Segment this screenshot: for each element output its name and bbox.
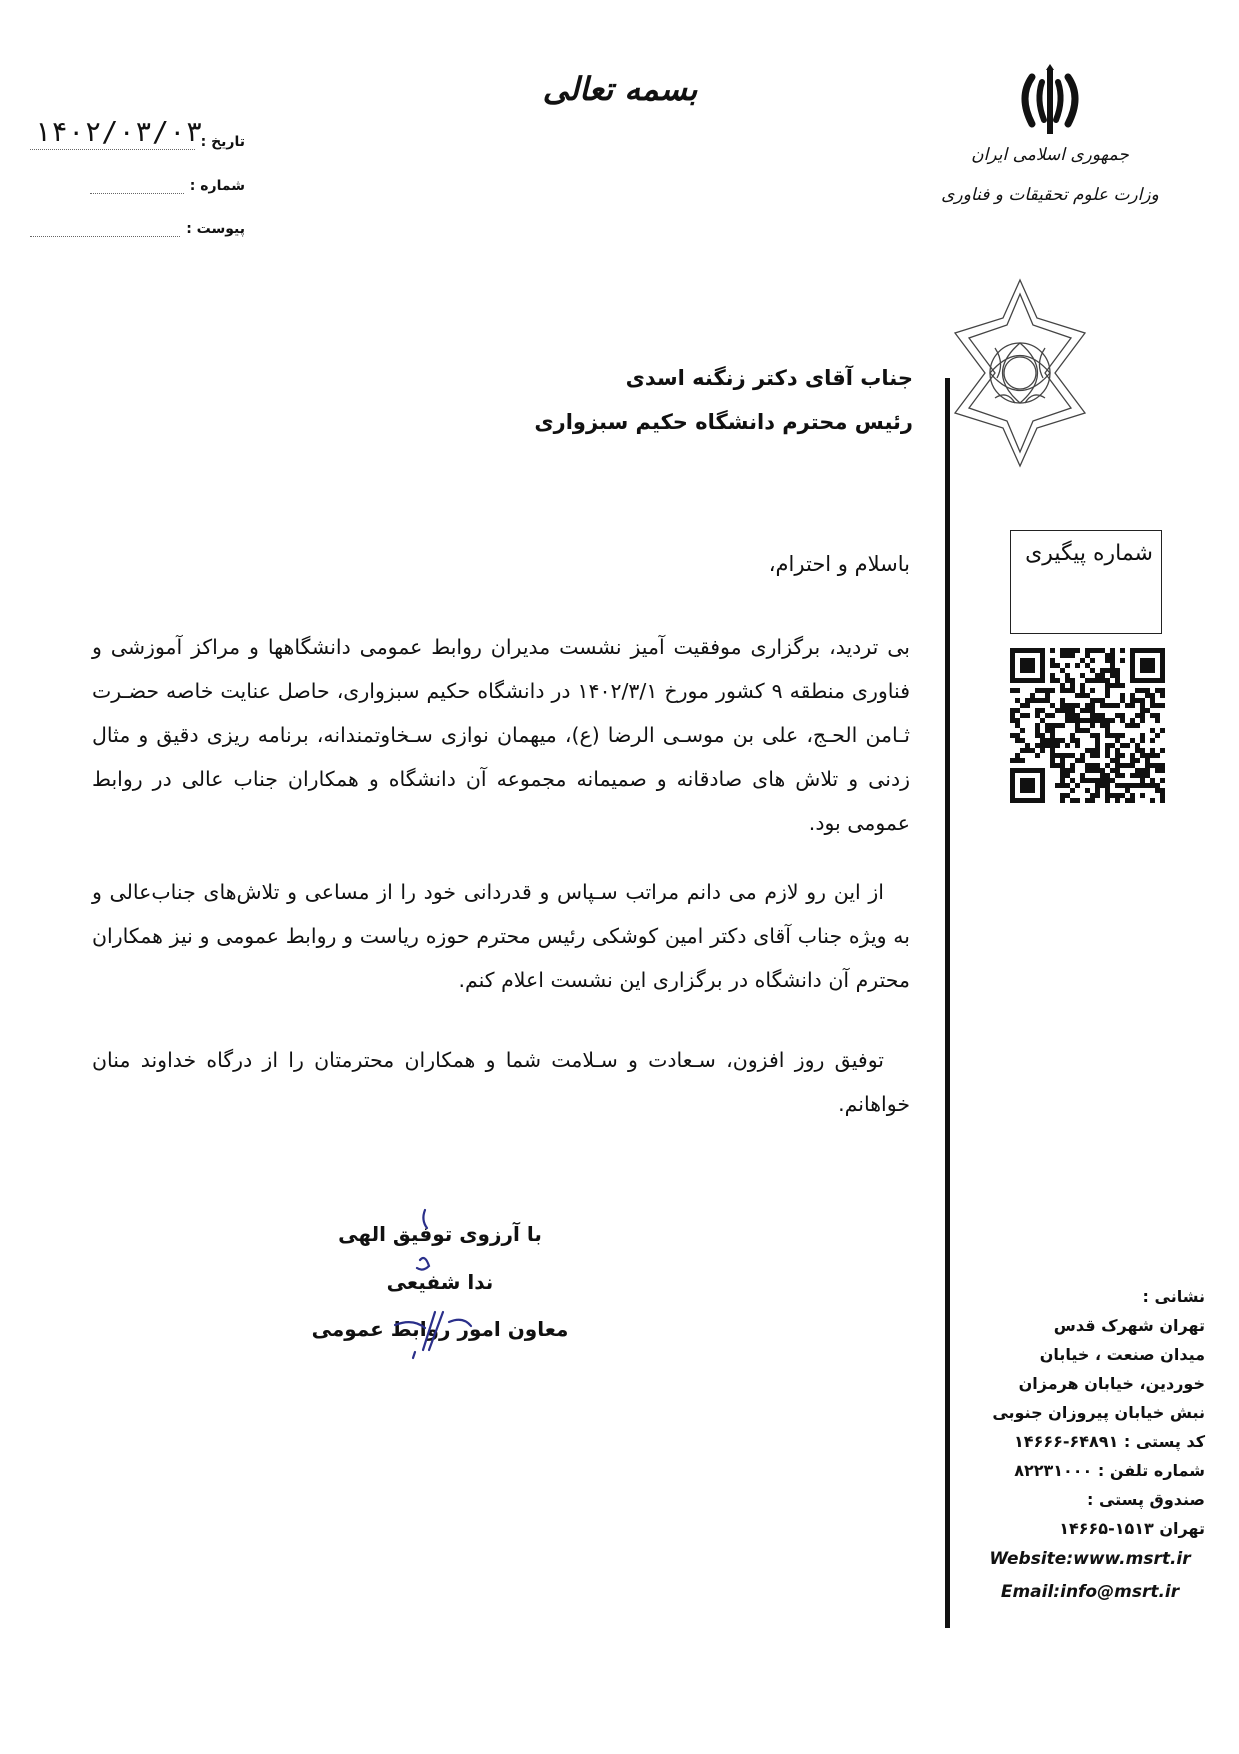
signatory-title: معاون امور روابط عمومی	[311, 1317, 569, 1341]
date-field	[30, 115, 245, 150]
date-label: تاریخ :	[200, 134, 245, 150]
handwritten-signature-icon	[325, 1200, 485, 1360]
qr-code-icon	[1010, 648, 1165, 803]
address-line-1: تهران شهرک قدس	[1053, 1316, 1205, 1335]
body-paragraph-3: توفیق روز افزون، سـعادت و سـلامت شما و همکاران محترمتان را از درگاه خداوند منان خواهانم.	[92, 1048, 910, 1116]
country-name: جمهوری اسلامی ایران	[971, 145, 1129, 165]
email: Email:info@msrt.ir	[1000, 1582, 1180, 1602]
attachment-field	[30, 207, 245, 237]
date-value: ۱۴۰۲/۰۳/۰۳	[34, 115, 203, 148]
tracking-number-box	[1010, 530, 1162, 634]
tracking-number-label: شماره پیگیری	[1025, 541, 1153, 566]
salutation: باسلام و احترام،	[768, 552, 910, 576]
ministry-name: وزارت علوم تحقیقات و فناوری	[941, 185, 1159, 205]
iran-emblem-icon	[1010, 62, 1090, 142]
address-line-4: نبش خیابان پیروزان جنوبی	[992, 1403, 1205, 1422]
address-line-2: میدان صنعت ، خیابان	[1039, 1345, 1205, 1364]
signature-closing: با آرزوی توفیق الهی	[338, 1222, 542, 1246]
islamic-ornament-icon	[945, 278, 1095, 468]
recipient-name: جناب آقای دکتر زنگنه اسدی	[625, 366, 913, 390]
number-line	[90, 177, 184, 194]
recipient-title: رئیس محترم دانشگاه حکیم سبزواری	[534, 410, 913, 434]
attachment-label: پیوست :	[186, 221, 245, 237]
number-label: شماره :	[189, 178, 245, 194]
address-label: نشانی :	[1142, 1287, 1205, 1306]
body-paragraph-2: از این رو لازم می دانم مراتب سـپاس و قدردانی خود را از مساعی و تلاش‌های جناب‌عالی و به ویژه جناب آقای دکتر امین کوشکی رئیس محترم حوزه ریاست و روابط عمومی و نیز همکاران محترم آن دانشگاه در برگزاری این نشست اعلام کنم.	[92, 880, 910, 992]
invocation-heading: بسمه تعالی	[542, 70, 698, 108]
postal-code: کد پستی : ۶۴۸۹۱-۱۴۶۶۶	[1014, 1432, 1205, 1451]
signatory-name: ندا شفیعی	[386, 1270, 494, 1294]
website: Website:www.msrt.ir	[989, 1549, 1191, 1569]
attachment-line	[30, 220, 180, 237]
number-field	[30, 164, 245, 194]
address-line-3: خوردین، خیابان هرمزان	[1018, 1374, 1205, 1393]
phone-number: شماره تلفن : ۸۲۲۳۱۰۰۰	[1014, 1461, 1205, 1480]
po-box-label: صندوق پستی :	[1086, 1490, 1205, 1509]
body-paragraph-1: بی تردید، برگزاری موفقیت آمیز نشست مدیران روابط عمومی دانشگاهها و مراکز آموزشی و فناوری منطقه ۹ کشور مورخ ۱۴۰۲/۳/۱ در دانشگاه حکیم سبزواری، حاصل عنایت خاصه حضـرت ثـامن الحـج، علی بن موسـی الرضا (ع)، میهمان نوازی سـخاوتمندانه، برنامه ریزی دقیق و مثال زدنی و تلاش های صادقانه و صمیمانه مجموعه آن دانشگاه و همکاران جناب عالی در روابط عمومی بود.	[92, 635, 910, 835]
vertical-divider	[945, 378, 950, 1628]
po-box: تهران ۱۵۱۳-۱۴۶۶۵	[1059, 1519, 1205, 1538]
